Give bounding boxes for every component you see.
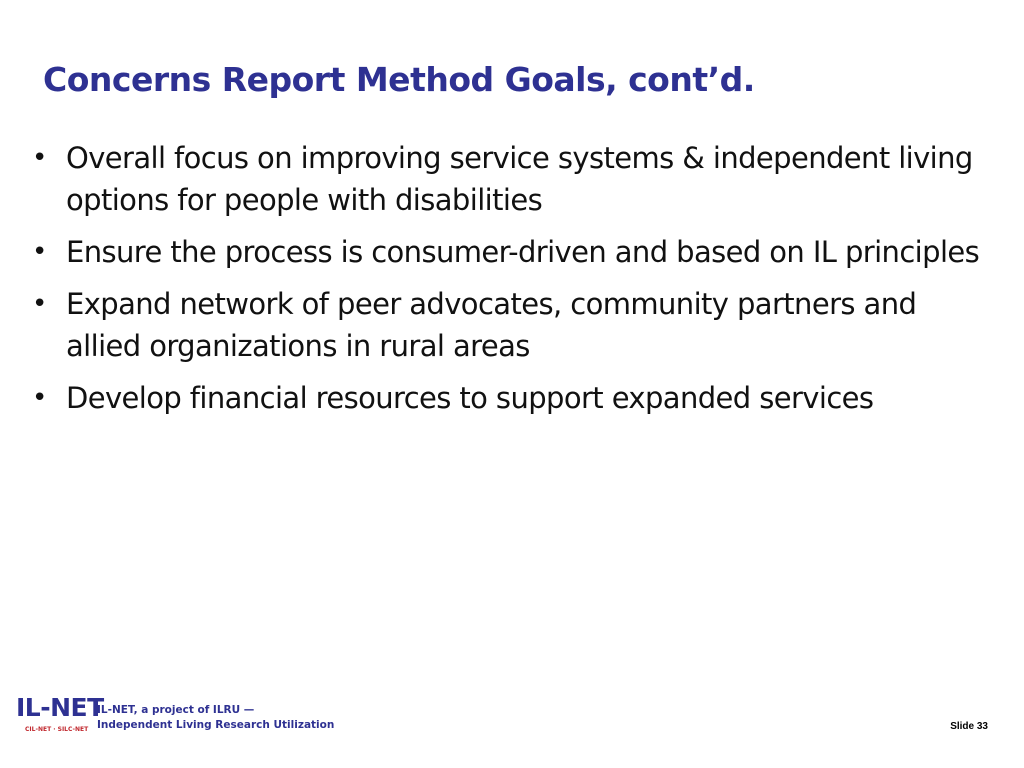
bullet-dot-icon: •: [32, 289, 47, 319]
bullet-text: Overall focus on improving service systems & independent living options for people with disabilities: [66, 141, 973, 217]
bullet-item: [30, 283, 990, 367]
bullet-text: Expand network of peer advocates, community partners and allied organizations in rural areas: [66, 287, 917, 363]
bullet-item: [30, 231, 990, 273]
logo-wordmark: IL-NET: [16, 693, 104, 722]
bullet-dot-icon: •: [32, 143, 47, 173]
bullet-text: Develop financial resources to support expanded services: [66, 381, 874, 415]
logo-tagline-line1: IL-NET, a project of ILRU —: [97, 704, 255, 716]
bullet-item: [30, 377, 990, 419]
bullet-item: [30, 137, 990, 221]
il-net-logo: [16, 693, 335, 745]
logo-subtext: CIL-NET · SILC-NET: [25, 726, 89, 733]
slide-number: Slide 33: [950, 721, 988, 732]
bullet-dot-icon: •: [32, 237, 47, 267]
logo-tagline-line2: Independent Living Research Utilization: [97, 719, 335, 731]
slide-title: Concerns Report Method Goals, cont’d.: [43, 60, 755, 99]
bullet-list: [30, 137, 990, 429]
bullet-dot-icon: •: [32, 383, 47, 413]
bullet-text: Ensure the process is consumer-driven and based on IL principles: [66, 235, 980, 269]
